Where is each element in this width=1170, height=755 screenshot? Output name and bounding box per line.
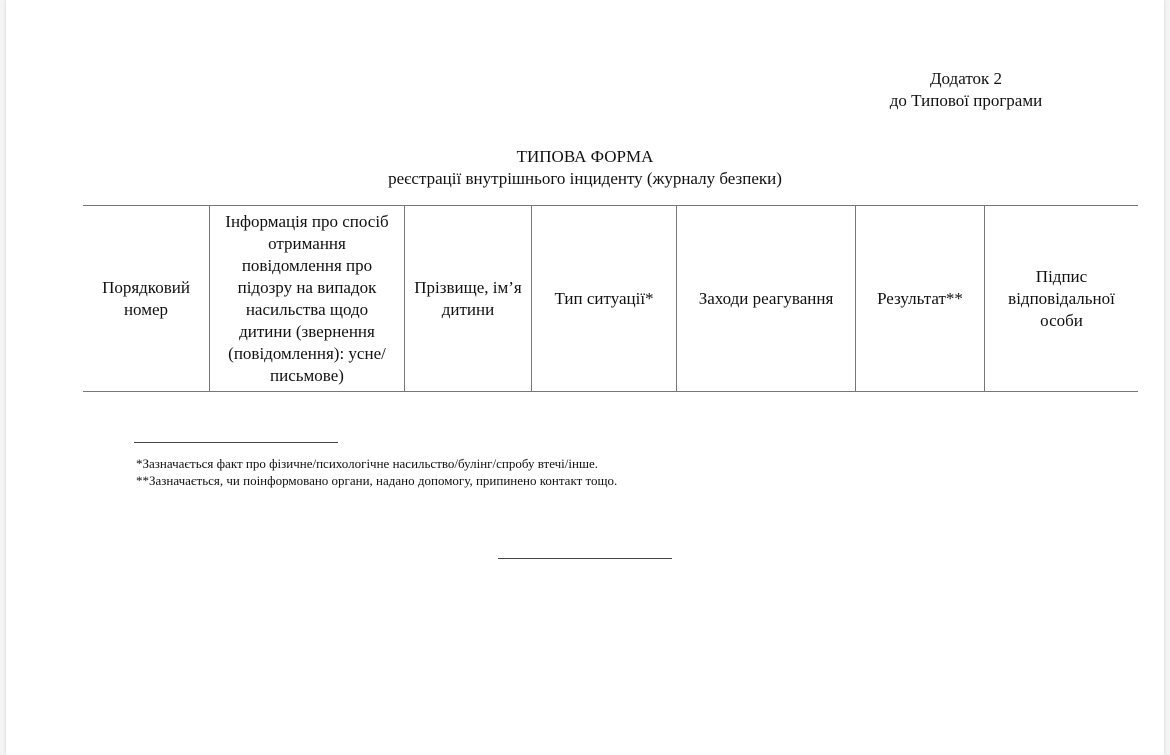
appendix-note [866, 68, 1066, 112]
end-separator [498, 558, 672, 559]
footnote-result: **Зазначається, чи поінформовано органи, надано допомогу, припинено контакт тощо. [136, 473, 618, 488]
form-heading: ТИПОВА ФОРМА [516, 147, 654, 166]
form-title [6, 146, 1164, 190]
column-header-result: Результат** [856, 206, 985, 392]
footnote-separator [134, 442, 338, 443]
column-header-child-name: Прізвище, ім’я дитини [405, 206, 532, 392]
column-header-number: Порядковий номер [83, 206, 210, 392]
column-header-report-info: Інформація про спосіб отримання повідомлення про підозру на випадок насильства щодо дитини (звернення (повідомлення): усне/письмове) [210, 206, 405, 392]
column-header-signature: Підпис відповідальної особи [985, 206, 1139, 392]
table-header-row [83, 206, 1138, 392]
incident-registry-table [83, 205, 1138, 392]
column-header-situation-type: Тип ситуації* [532, 206, 677, 392]
appendix-line-1: Додаток 2 [929, 69, 1003, 88]
document-page [6, 0, 1164, 755]
column-header-response-measures: Заходи реагування [677, 206, 856, 392]
footnote-situation-type: *Зазначається факт про фізичне/психологічне насильство/булінг/спробу втечі/інше. [136, 456, 598, 471]
form-subheading: реєстрації внутрішнього інциденту (журналу безпеки) [388, 169, 782, 188]
appendix-line-2: до Типової програми [889, 91, 1043, 110]
footnotes [136, 455, 617, 489]
